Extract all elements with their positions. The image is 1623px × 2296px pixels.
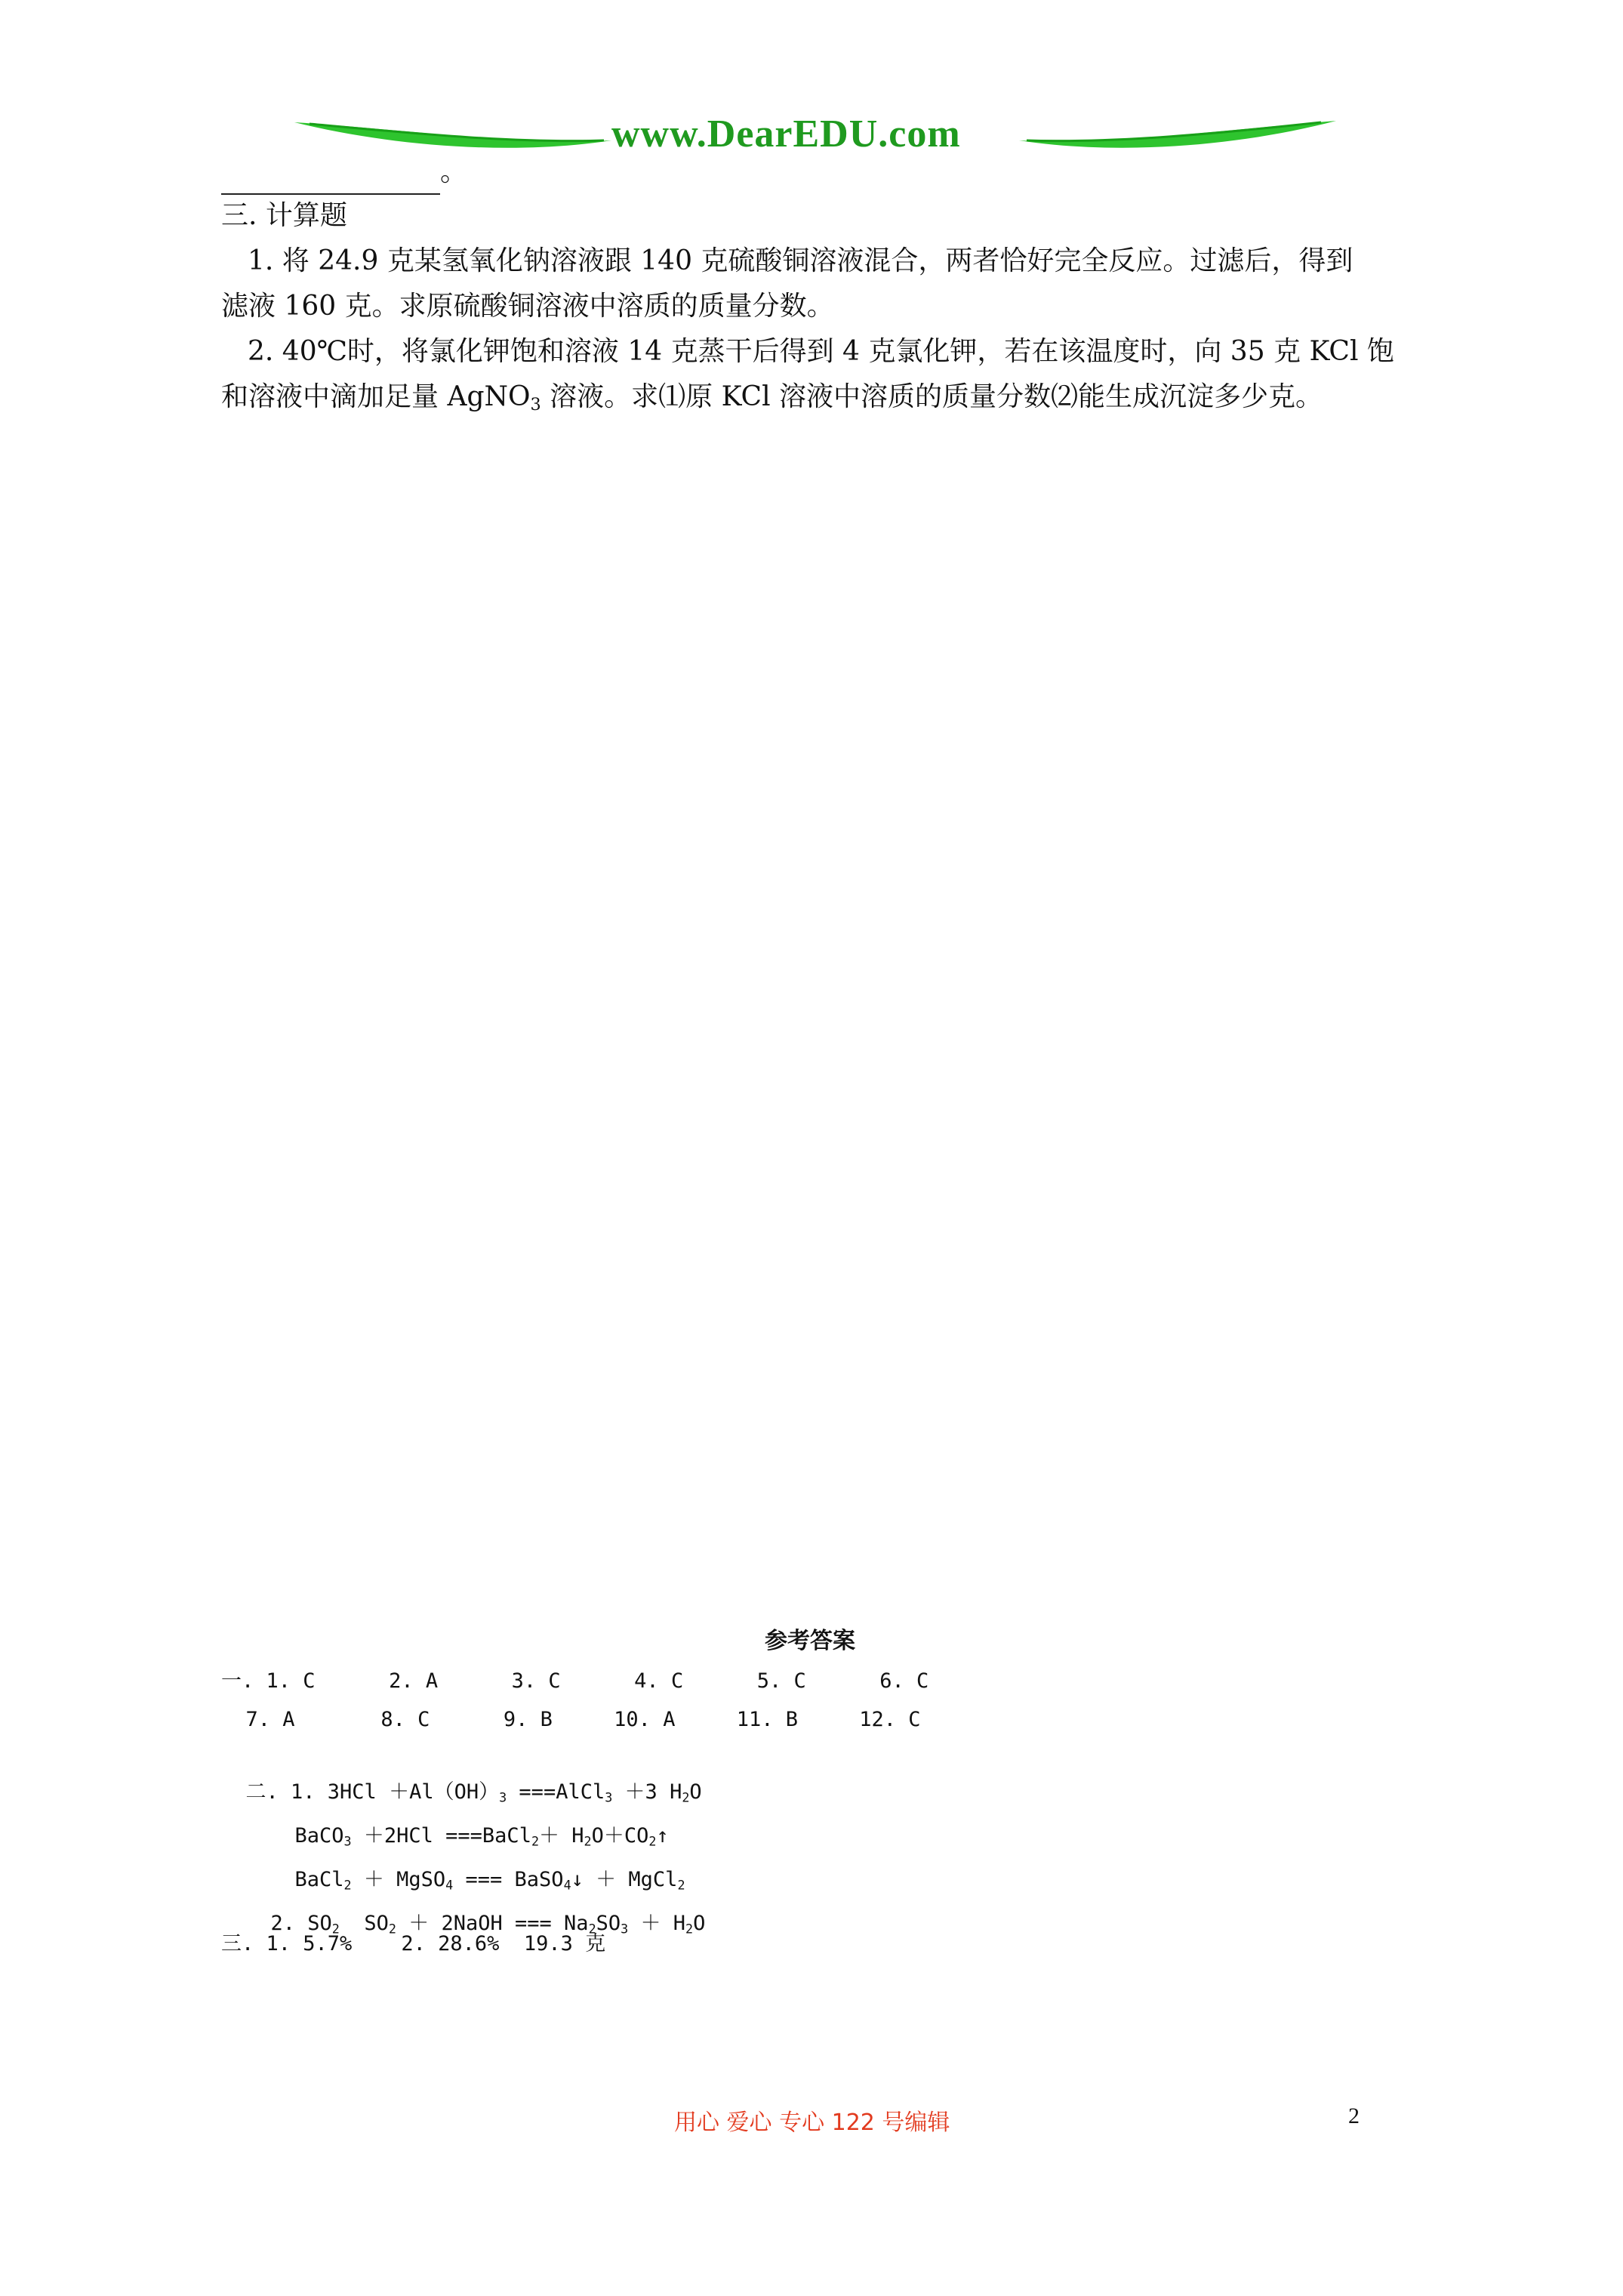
question-1-line-2: 滤液 160 克。求原硫酸铜溶液中溶质的质量分数。 <box>221 291 834 322</box>
question-1-line-1: 1. 将 24.9 克某氢氧化钠溶液跟 140 克硫酸铜溶液混合，两者恰好完全反应。过滤后，得到 <box>248 245 1354 276</box>
answer-blank-line <box>221 149 467 195</box>
q2-text-b: 溶液。求⑴原 KCl 溶液中溶质的质量分数⑵能生成沉淀多少克。 <box>540 381 1323 412</box>
section-title: 三. 计算题 <box>221 200 347 231</box>
q2-text-a: 和溶液中滴加足量 AgNO <box>221 381 531 412</box>
blank-period: 。 <box>440 156 468 187</box>
answer-equation-2: BaCO$_3$ ＋2HCl ===BaCl$_2$＋ $H_2O+CO_2↑$ <box>294 1824 669 1849</box>
answers-row-1: 一. 1. C 2. A 3. C 4. C 5. C 6. C <box>221 1669 929 1693</box>
answer-equation-1: 二. 1. $3HCl +Al(OH)_3$ ===AlCl$_3$ ＋3 $H_2O$ <box>245 1780 702 1805</box>
page-number: 2 <box>1348 2103 1360 2128</box>
footer-note: 用心 爱心 专心 122 号编辑 <box>674 2110 950 2136</box>
answers-title: 参考答案 <box>765 1628 855 1654</box>
question-2-line-2 <box>221 374 1323 427</box>
logo-text: www.DearEDU.com <box>611 112 961 156</box>
answer-equation-4: 2. $SO_2$ $SO_2$ ＋ 2NaOH === $Na_2SO_3 + H_2O$ <box>270 1912 706 1937</box>
q2-subscript: 3 <box>530 395 541 415</box>
blank-underline <box>221 171 440 195</box>
answers-row-2: 7. A 8. C 9. B 10. A 11. B 12. C <box>221 1708 921 1731</box>
question-2-line-1: 2. 40℃时，将氯化钾饱和溶液 14 克蒸干后得到 4 克氯化钾，若在该温度时，向 35 克 KCl 饱 <box>248 336 1394 367</box>
answers-row-last: 三. 1. 5.7% 2. 28.6% 19.3 克 <box>221 1932 606 1955</box>
answer-equation-3: BaCl$_2$ ＋ MgSO$_4$ === BaSO$_4$↓ ＋ MgCl$_2$ <box>294 1868 685 1893</box>
